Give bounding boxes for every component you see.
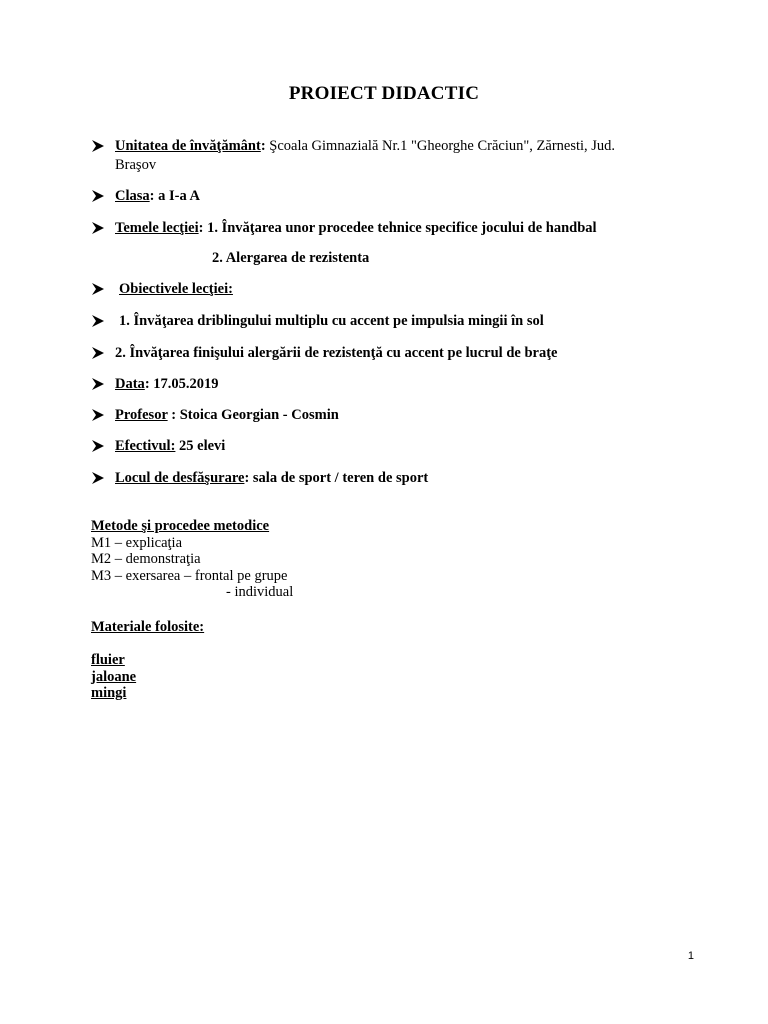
arrow-bullet-icon <box>92 409 104 421</box>
data-value: : 17.05.2019 <box>144 376 219 392</box>
data-label: Data <box>115 376 145 392</box>
arrow-bullet-icon <box>92 222 104 234</box>
temele-value-2: 2. Alergarea de rezistenta <box>212 250 370 266</box>
materiale-item: jaloane <box>91 669 137 685</box>
arrow-bullet-icon <box>92 315 104 327</box>
unitatea-value: Şcoala Gimnazială Nr.1 "Gheorghe Crăciun", Zărnesti, Jud. <box>265 138 616 154</box>
arrow-bullet-icon <box>92 440 104 452</box>
materiale-item: mingi <box>91 685 127 701</box>
arrow-bullet-icon <box>92 140 104 152</box>
metode-line: - individual <box>226 584 294 600</box>
efectivul-label: Efectivul: <box>115 438 176 454</box>
obiectivele-label: Obiectivele lecţiei: <box>119 281 233 297</box>
clasa-value: : a I-a A <box>149 188 201 204</box>
page-number: 1 <box>687 950 694 962</box>
temele-value: : 1. Învăţarea unor procedee tehnice specifice jocului de handbal <box>198 220 597 236</box>
obiectiv-2-text: 2. Învăţarea finişului alergării de rezistenţă cu accent pe lucrul de braţe <box>115 345 558 361</box>
materiale-item: fluier <box>91 652 125 668</box>
metode-heading: Metode şi procedee metodice <box>91 518 270 534</box>
materiale-heading: Materiale folosite: <box>91 619 205 635</box>
locul-value: : sala de sport / teren de sport <box>244 470 429 486</box>
clasa-label: Clasa <box>115 188 150 204</box>
metode-line: M2 – demonstraţia <box>91 551 201 567</box>
arrow-bullet-icon <box>92 378 104 390</box>
document-title: PROIECT DIDACTIC <box>288 83 480 104</box>
efectivul-value: 25 elevi <box>175 438 226 454</box>
arrow-bullet-icon <box>92 472 104 484</box>
metode-line: M1 – explicaţia <box>91 535 183 551</box>
profesor-label: Profesor <box>115 407 168 423</box>
arrow-bullet-icon <box>92 347 104 359</box>
unitatea-value-line2: Braşov <box>115 157 157 173</box>
arrow-bullet-icon <box>92 190 104 202</box>
unitatea-label: Unitatea de învăţământ <box>115 138 261 154</box>
profesor-value: : Stoica Georgian - Cosmin <box>167 407 339 423</box>
locul-label: Locul de desfăşurare <box>115 470 245 486</box>
arrow-bullet-icon <box>92 283 104 295</box>
obiectiv-1-text: 1. Învăţarea driblingului multiplu cu accent pe impulsia mingii în sol <box>119 313 544 329</box>
temele-label: Temele lecţiei <box>115 220 199 236</box>
metode-line: M3 – exersarea – frontal pe grupe <box>91 568 288 584</box>
unitatea-separator: : <box>260 138 266 154</box>
